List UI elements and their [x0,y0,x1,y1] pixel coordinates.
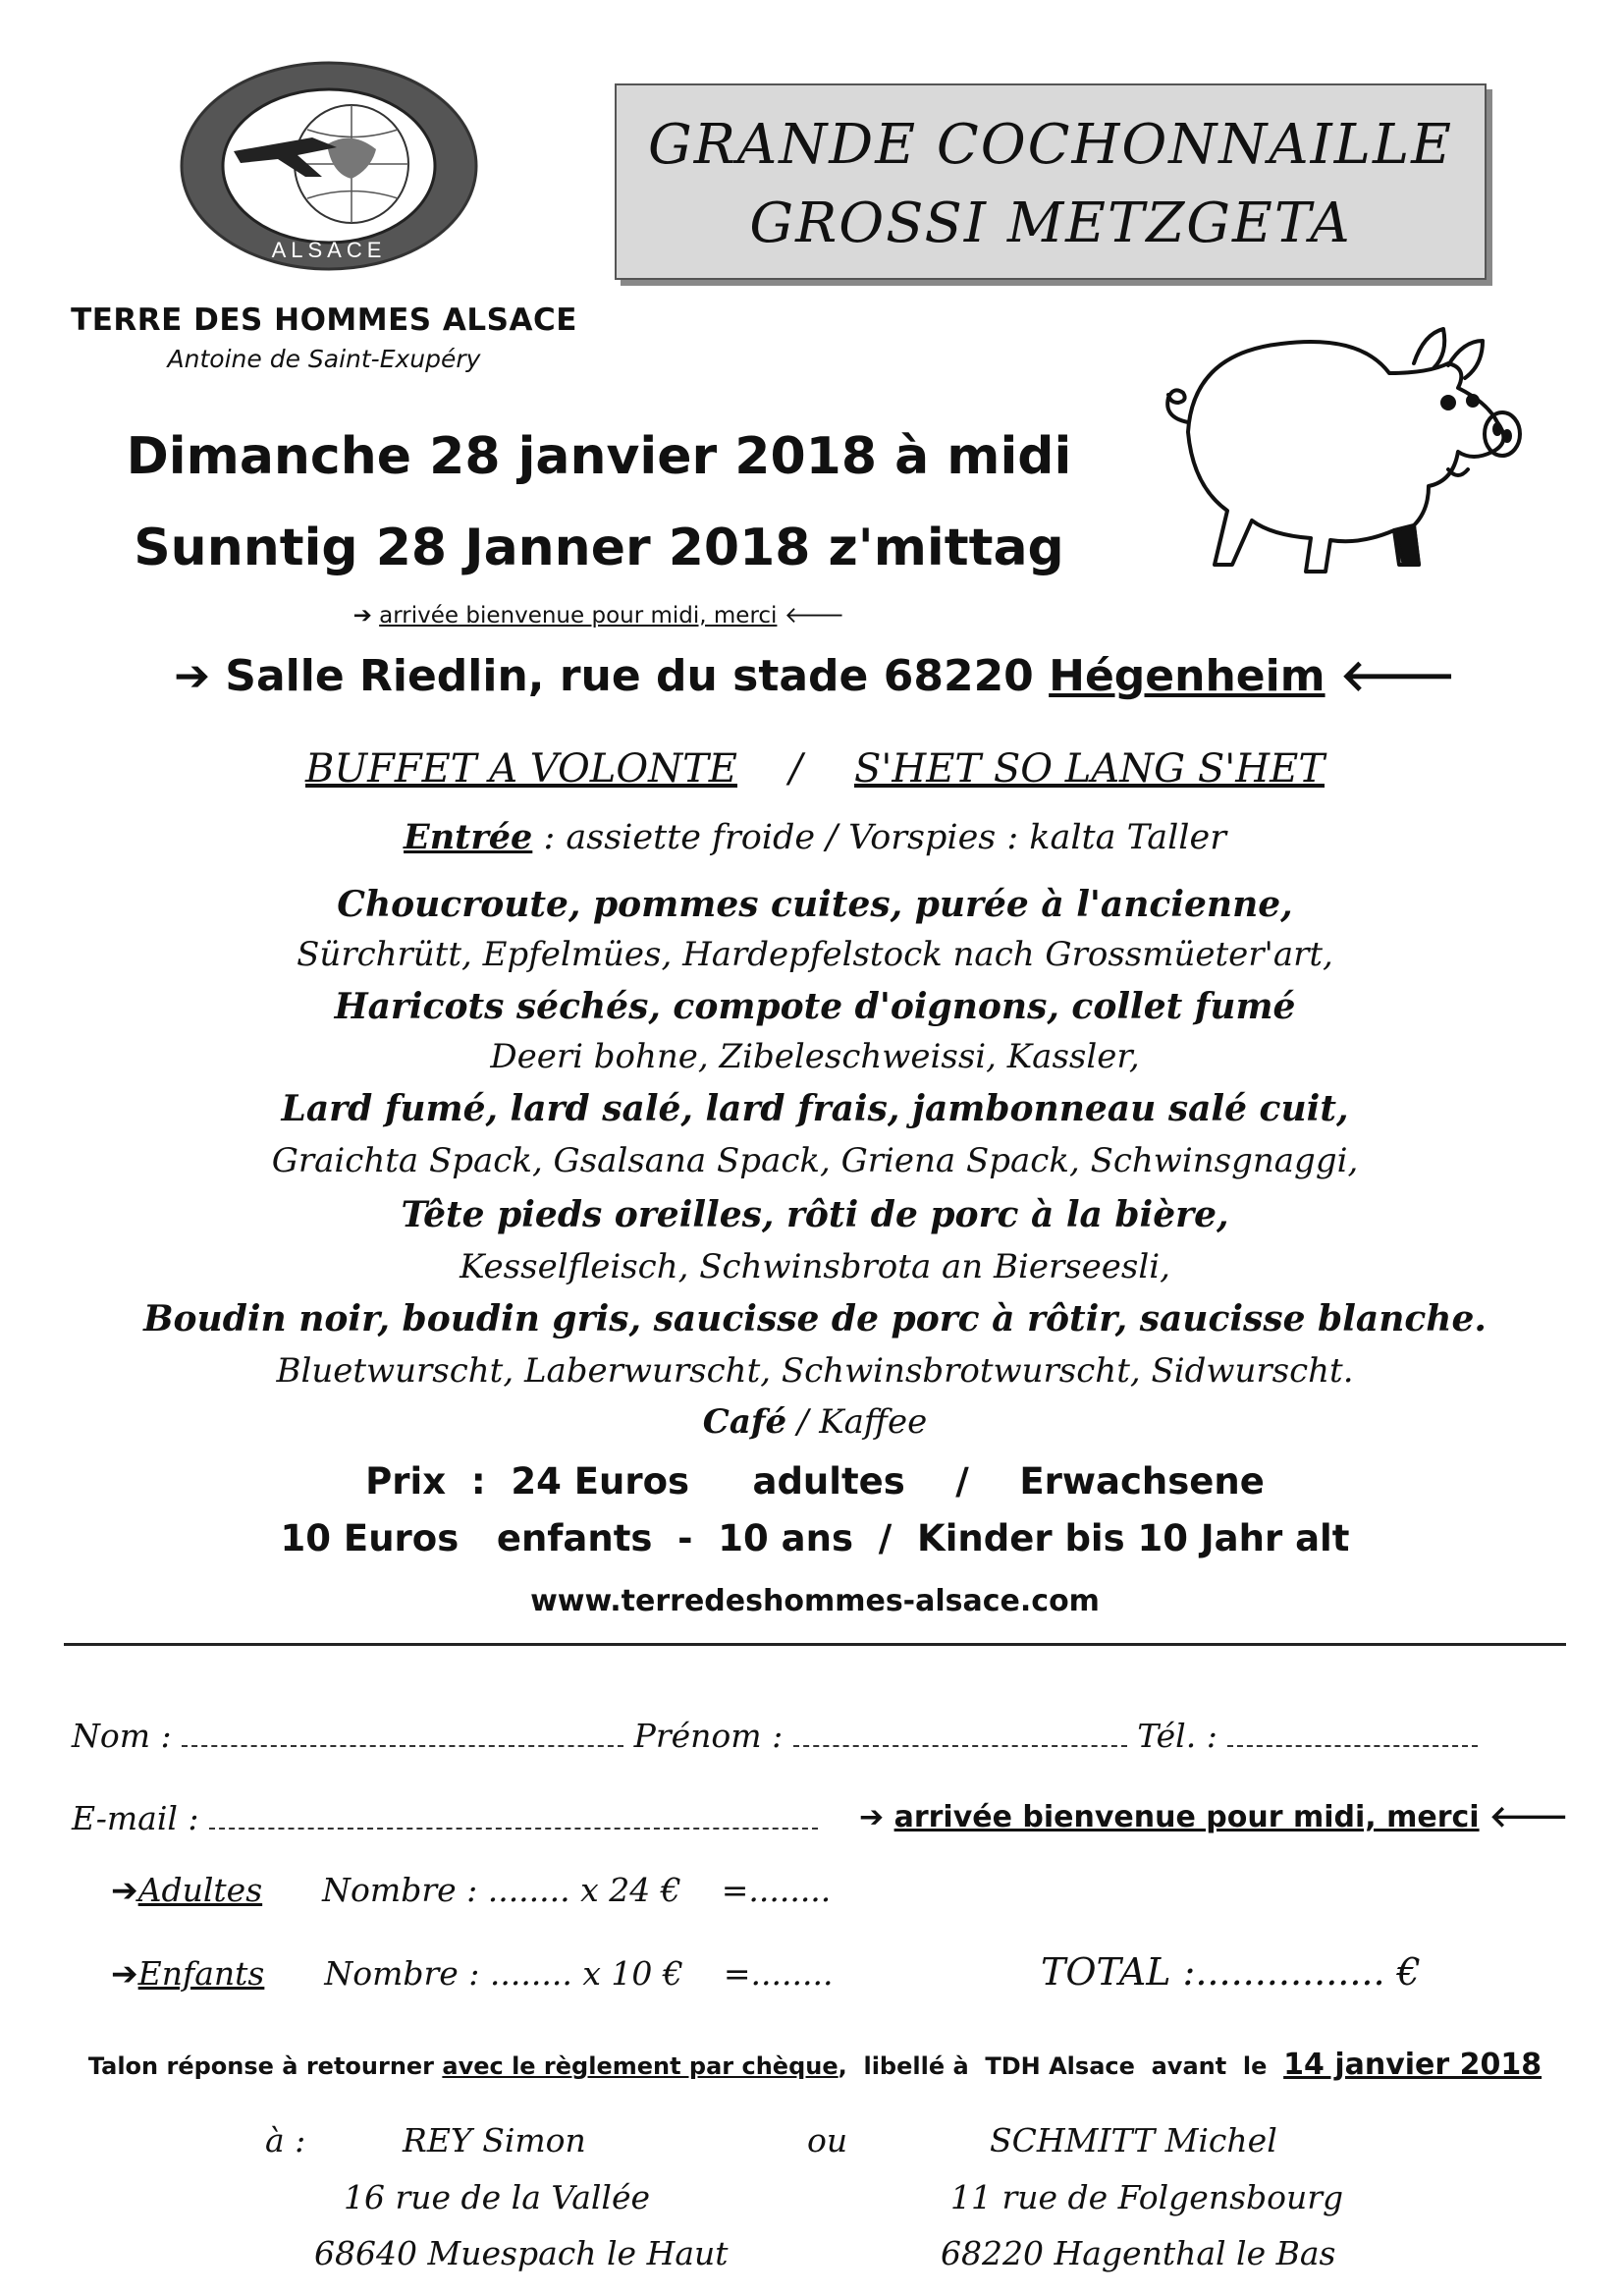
buffet-fr: BUFFET A VOLONTE [304,746,738,792]
email-label: E-mail : [72,1799,199,1837]
menu-item-als: Bluetwurscht, Laberwurscht, Schwinsbrotwurscht, Sidwurscht. [276,1351,1354,1391]
adults-price: x 24 € [580,1871,681,1909]
kids-price: x 10 € [582,1954,683,1993]
contact-rey-city: 68640 Muespach le Haut [314,2234,729,2272]
kids-subtotal[interactable]: =........ [723,1954,834,1993]
name-row [72,1717,1478,1755]
arrow-left-icon: 🡐 [1479,1800,1569,1834]
menu-item-als: Kesselfleisch, Schwinsbrota an Bierseesli, [460,1247,1170,1286]
nom-label: Nom : [72,1717,172,1755]
logo-top-text: TERRE DES HOMMES [180,40,444,67]
email-row [72,1799,818,1837]
adults-row [111,1871,831,1909]
menu-item-fr: Choucroute, pommes cuites, purée à l'ancienne, [337,884,1293,925]
entree-label: Entrée [404,817,533,857]
menu-item-fr: Tête pieds oreilles, rôti de porc à la bière, [401,1194,1229,1235]
contact-rey-street: 16 rue de la Vallée [344,2178,651,2216]
contact-schmitt-city: 68220 Hagenthal le Bas [941,2234,1336,2272]
kids-row [111,1954,833,1993]
buffet-als: S'HET SO LANG S'HET [853,746,1325,792]
coffee-line [59,1402,1571,1442]
email-field[interactable] [209,1802,818,1830]
buffet-separator: / [788,746,803,792]
talon-text-2: avec le règlement par chèque [442,2052,839,2080]
contact-schmitt-name: SCHMITT Michel [990,2121,1277,2159]
price-adults: Prix : 24 Euros adultes / Erwachsene [365,1460,1265,1503]
coffee-als: / Kaffee [786,1402,928,1442]
menu-item-als: Graichta Spack, Gsalsana Spack, Griena Spack, Schwinsgnaggi, [271,1141,1359,1180]
divider [64,1643,1566,1646]
kids-label: Enfants [137,1954,265,1993]
arrow-right-icon: ➔ [352,603,380,629]
arrival-note-form [859,1799,1568,1834]
venue [98,648,1532,701]
arrival-note [98,601,1100,629]
adults-count[interactable]: Nombre : ........ [322,1871,570,1909]
total-field[interactable]: TOTAL :................ € [1041,1950,1421,1994]
buffet-heading [59,746,1571,792]
arrival-note-form-text: arrivée bienvenue pour midi, merci [893,1800,1480,1834]
event-title-fr: GRANDE COCHONNAILLE [647,113,1454,177]
talon-text-3: , libellé à TDH Alsace avant le [838,2052,1284,2080]
arrival-note-text: arrivée bienvenue pour midi, merci [379,603,778,629]
menu-item-fr: Haricots séchés, compote d'oignons, collet fumé [334,986,1296,1027]
tel-label: Tél. : [1137,1717,1217,1755]
tel-field[interactable] [1227,1720,1478,1747]
price-children: 10 Euros enfants - 10 ans / Kinder bis 10 Jahr alt [280,1517,1350,1559]
arrow-right-icon: ➔ [111,1871,138,1909]
event-title-als: GROSSI METZGETA [749,191,1352,255]
contact-rey-name: REY Simon [403,2121,586,2159]
menu-item-als: Deeri bohne, Zibeleschweissi, Kassler, [490,1037,1140,1076]
coffee-fr: Café [702,1402,787,1442]
menu-item-fr: Lard fumé, lard salé, lard frais, jambonneau salé cuit, [281,1088,1349,1129]
event-date-als: Sunntig 28 Janner 2018 z'mittag [134,519,1064,577]
entree-text: : assiette froide / Vorspies : kalta Taller [532,818,1226,857]
reply-slip-note [59,2048,1571,2082]
arrow-left-icon: 🡐 [777,603,845,629]
entree-line [59,817,1571,857]
arrow-right-icon: ➔ [174,651,226,701]
logo-bottom-text: ALSACE [271,238,387,262]
contact-schmitt-street: 11 rue de Folgensbourg [950,2178,1344,2216]
or-label: ou [807,2121,848,2159]
org-subtitle: Antoine de Saint-Exupéry [167,345,481,373]
pig-illustration [1134,314,1527,589]
event-title-box [615,83,1487,280]
prenom-field[interactable] [793,1720,1127,1747]
website-link[interactable]: www.terredeshommes-alsace.com [530,1584,1100,1618]
terre-des-hommes-logo [180,40,479,272]
menu-item-als: Sürchrütt, Epfelmües, Hardepfelstock nach Grossmüeter'art, [297,935,1333,974]
arrow-right-icon: ➔ [111,1954,138,1993]
arrow-left-icon: 🡐 [1325,651,1456,701]
arrow-right-icon: ➔ [859,1800,894,1834]
kids-count[interactable]: Nombre : ........ [324,1954,572,1993]
org-name: TERRE DES HOMMES ALSACE [71,302,577,338]
talon-text-1: Talon réponse à retourner [87,2052,443,2080]
prenom-label: Prénom : [633,1717,784,1755]
menu-item-fr: Boudin noir, boudin gris, saucisse de porc à rôtir, saucisse blanche. [143,1298,1487,1339]
nom-field[interactable] [182,1720,623,1747]
event-date-fr: Dimanche 28 janvier 2018 à midi [126,427,1072,486]
adults-label: Adultes [137,1871,263,1909]
adults-subtotal[interactable]: =........ [721,1871,832,1909]
venue-address: Salle Riedlin, rue du stade 68220 [225,651,1050,701]
to-label: à : [265,2121,306,2159]
venue-town: Hégenheim [1049,651,1325,701]
talon-deadline: 14 janvier 2018 [1283,2048,1542,2082]
